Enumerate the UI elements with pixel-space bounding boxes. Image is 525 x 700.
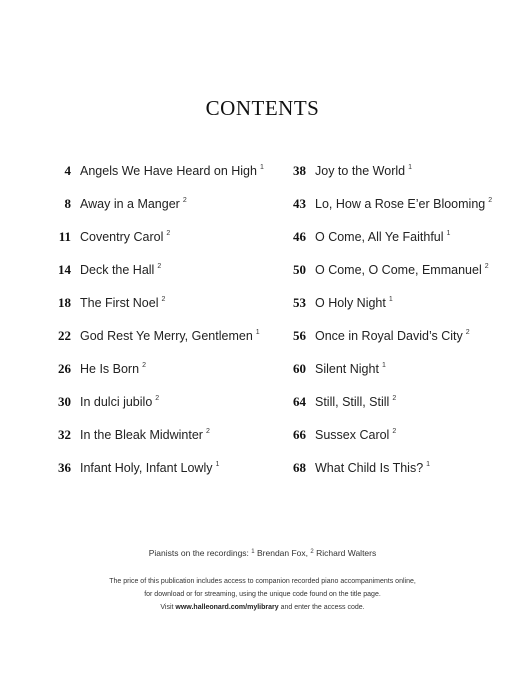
pianists-credit [0,548,525,558]
contents-entry [275,425,515,458]
pianist-1-name: Brendan Fox, [254,548,311,558]
page-number: 66 [293,427,306,442]
contents-entry [275,326,515,359]
contents-entry [275,458,515,491]
page-number: 46 [293,229,306,244]
access-note-visit: Visit [160,604,176,611]
contents-entry [40,425,270,458]
song-title: Still, Still, Still [315,395,390,409]
pianist-marker: 2 [142,362,146,369]
pianist-marker: 2 [161,296,166,303]
page-number: 68 [293,460,306,475]
song-title: O Come, All Ye Faithful [315,230,444,244]
mylibrary-link[interactable]: www.halleonard.com/mylibrary [175,604,279,611]
page-number: 64 [293,394,306,409]
page-number: 53 [293,295,306,310]
song-title: Away in a Manger [80,197,180,211]
page-number: 32 [58,427,71,442]
contents-entry [275,161,515,194]
contents-entry [275,392,515,425]
page-number: 36 [58,460,71,475]
pianist-2-marker: 2 [310,549,314,555]
song-title: Sussex Carol [315,428,390,442]
page-number: 50 [293,262,306,277]
contents-entry [275,227,515,260]
contents-entry [40,227,270,260]
page-number: 56 [293,328,306,343]
pianist-marker: 2 [155,395,160,402]
contents-left-column [40,161,270,491]
pianist-marker: 2 [484,263,489,270]
song-title: Joy to the World [315,164,406,178]
page-number: 22 [58,328,71,343]
pianist-2-name: Richard Walters [313,548,377,558]
pianist-marker: 2 [465,329,470,336]
song-title: Lo, How a Rose E’er Blooming [315,197,486,211]
pianist-marker: 1 [255,329,260,336]
pianist-marker: 1 [215,461,220,468]
contents-title: CONTENTS [205,96,320,120]
page-number: 14 [58,262,71,277]
contents-entry [40,161,270,194]
pianist-marker: 1 [408,164,412,171]
song-title: God Rest Ye Merry, Gentlemen [80,329,253,343]
pianist-marker: 1 [388,296,393,303]
page-number: 38 [293,163,306,178]
song-title: O Come, O Come, Emmanuel [315,263,482,277]
page-number: 26 [58,361,71,376]
access-note [0,575,525,614]
pianist-marker: 2 [157,263,162,270]
contents-right-column [275,161,515,491]
contents-entry [40,326,270,359]
song-title: What Child Is This? [315,461,424,475]
page-number: 18 [58,295,71,310]
contents-entry [40,392,270,425]
contents-entry [275,260,515,293]
page-number: 30 [58,394,71,409]
song-title: The First Noel [80,296,159,310]
song-title: Once in Royal David’s City [315,329,463,343]
contents-entry [40,293,270,326]
page-number: 11 [58,229,71,244]
song-title: Angels We Have Heard on High [80,164,257,178]
contents-entry [40,359,270,392]
contents-entry [40,194,270,227]
access-note-line-1: The price of this publication includes access to companion recorded piano accompaniments online, [109,578,416,585]
pianist-marker: 2 [205,428,210,435]
song-title: In dulci jubilo [80,395,153,409]
song-title: Deck the Hall [80,263,155,277]
contents-entry [40,260,270,293]
page-number: 43 [293,196,306,211]
contents-entry [40,458,270,491]
pianist-marker: 1 [259,164,264,171]
pianist-marker: 1 [446,230,451,237]
contents-entry [275,293,515,326]
pianists-label: Pianists on the recordings: [148,548,252,558]
access-note-enter: and enter the access code. [278,604,365,611]
pianist-marker: 2 [182,197,187,204]
contents-entry [275,359,515,392]
pianist-marker: 2 [166,230,171,237]
pianist-marker: 2 [488,197,493,204]
pianist-marker: 2 [392,428,397,435]
access-note-line-2: for download or for streaming, using the unique code found on the title page. [144,591,381,598]
song-title: He Is Born [80,362,140,376]
song-title: O Holy Night [315,296,386,310]
page-number: 8 [64,196,71,211]
song-title: Silent Night [315,362,379,376]
pianist-marker: 2 [392,395,397,402]
pianist-marker: 1 [426,461,431,468]
pianist-marker: 1 [381,362,386,369]
pianist-1-marker: 1 [251,549,255,555]
page-number: 4 [64,163,71,178]
access-note-line-3 [0,601,525,614]
page-number: 60 [293,361,306,376]
song-title: In the Bleak Midwinter [80,428,203,442]
song-title: Infant Holy, Infant Lowly [80,461,213,475]
song-title: Coventry Carol [80,230,164,244]
contents-entry [275,194,515,227]
